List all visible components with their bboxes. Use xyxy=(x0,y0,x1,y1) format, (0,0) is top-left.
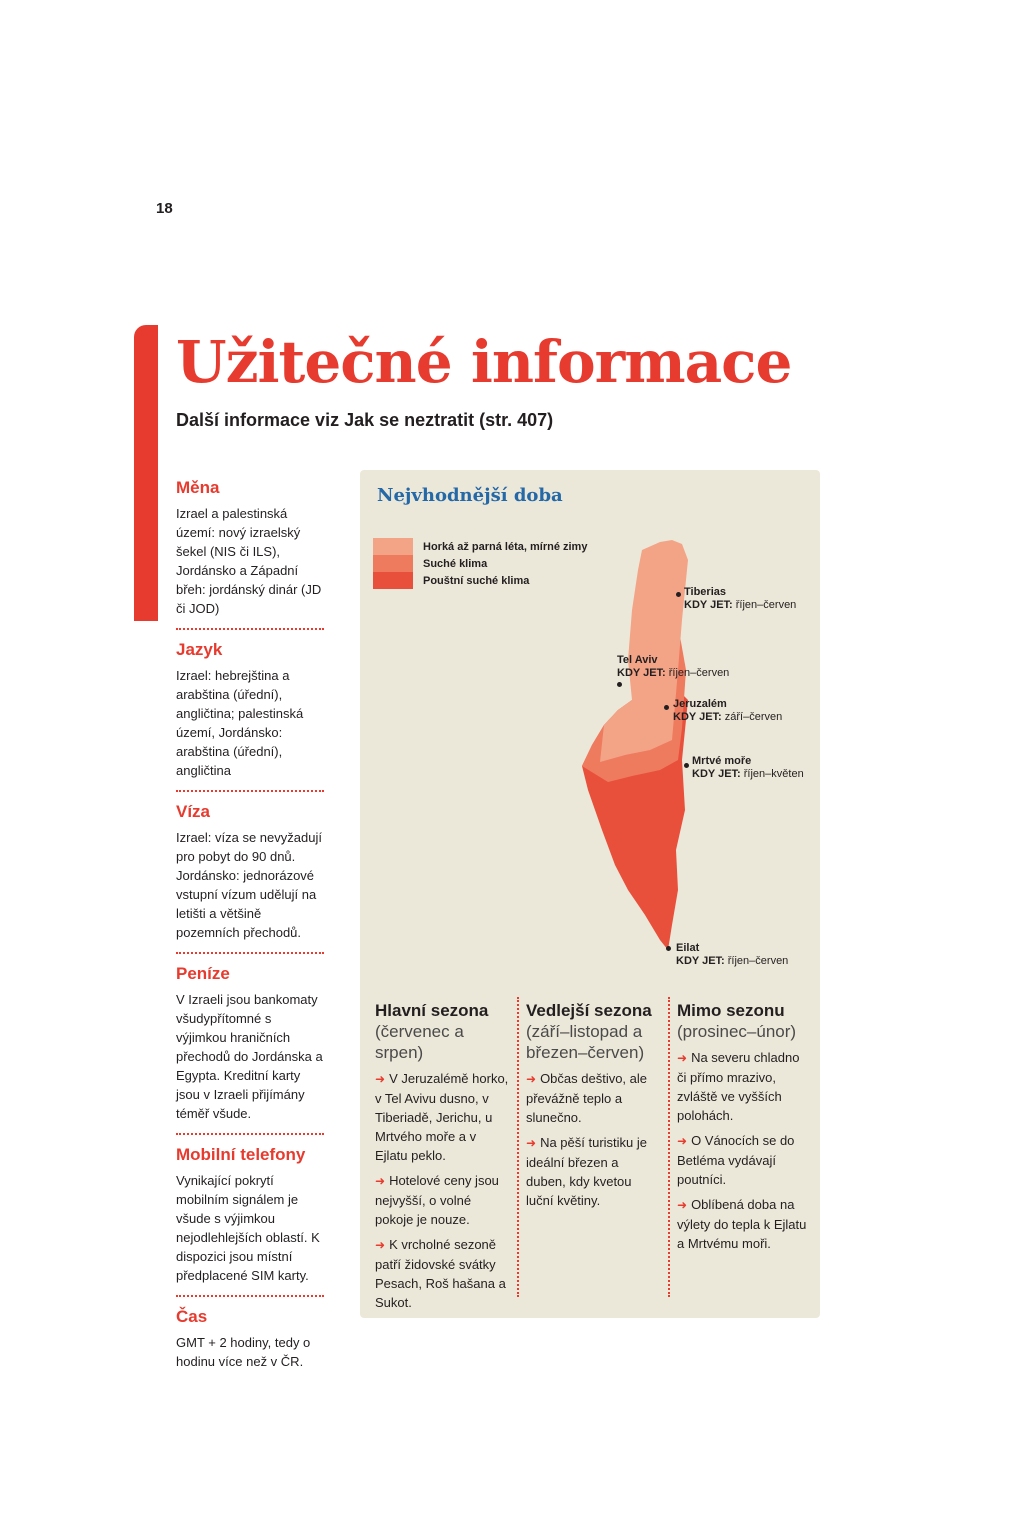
arrow-right-icon: ➜ xyxy=(526,1072,537,1086)
season-period: (červenec a srpen) xyxy=(375,1022,464,1062)
legend-label: Pouštní suché klima xyxy=(423,574,530,587)
legend-item xyxy=(373,572,587,589)
sidebar-heading: Víza xyxy=(176,802,211,821)
panel-title: Nejvhodnější doba xyxy=(377,485,563,506)
city-when-label: KDY JET: xyxy=(684,599,733,611)
season-item: ➜ Občas deštivo, ale převážně teplo a slunečno. xyxy=(526,1071,648,1125)
legend-swatch xyxy=(373,538,413,555)
season-item: ➜ Na pěší turistiku je ideální březen a duben, kdy kvetou luční květiny. xyxy=(526,1135,647,1208)
season-item: ➜ Oblíbená doba na výlety do tepla k Ejlatu a Mrtvému moři. xyxy=(677,1197,807,1251)
sidebar-heading: Mobilní telefony xyxy=(176,1145,306,1164)
city-when-label: KDY JET: xyxy=(692,768,741,780)
season-title: Vedlejší sezona xyxy=(526,1001,652,1020)
city-when: září–červen xyxy=(724,711,783,723)
city-label-eilat xyxy=(676,942,788,968)
sidebar-heading: Peníze xyxy=(176,964,230,983)
city-dot-eilat xyxy=(666,946,671,951)
season-item: ➜ O Vánocích se do Betléma vydávají poutníci. xyxy=(677,1133,795,1187)
city-dot-tel-aviv xyxy=(617,682,622,687)
legend-item xyxy=(373,555,587,572)
season-title: Hlavní sezona xyxy=(375,1001,489,1020)
city-name: Tiberias xyxy=(684,586,726,598)
arrow-right-icon: ➜ xyxy=(375,1174,386,1188)
legend-label: Suché klima xyxy=(423,557,488,570)
map-legend xyxy=(373,538,587,589)
city-label-tel-aviv xyxy=(617,654,729,680)
page-title: Užitečné informace xyxy=(176,328,792,396)
season-item: ➜ V Jeruzalémě horko, v Tel Avivu dusno, v Tiberiadě, Jerichu, u Mrtvého moře a v Ejlatu peklo. xyxy=(375,1071,509,1163)
info-sidebar xyxy=(176,478,324,1391)
city-label-tiberias xyxy=(684,586,796,612)
city-when-label: KDY JET: xyxy=(676,955,725,967)
city-dot-jerusalem xyxy=(664,705,669,710)
page-subtitle: Další informace viz Jak se neztratit (str. 407) xyxy=(176,410,554,430)
sidebar-section-currency xyxy=(176,478,324,630)
legend-item xyxy=(373,538,587,555)
city-label-dead-sea xyxy=(692,755,804,781)
red-tab-marker xyxy=(134,325,158,621)
sidebar-section-visas xyxy=(176,802,324,954)
city-when: říjen–červen xyxy=(668,667,730,679)
sidebar-heading: Měna xyxy=(176,478,220,497)
season-item: ➜ K vrcholné sezoně patří židovské svátky Pesach, Roš hašana a Sukot. xyxy=(375,1237,506,1310)
city-label-jerusalem xyxy=(673,698,782,724)
city-when: říjen–červen xyxy=(735,599,797,611)
sidebar-text: Vynikající pokrytí mobilním signálem je všude s výjimkou nejodlehlejších oblastí. K dispozici jsou místní předplacené SIM karty. xyxy=(176,1173,320,1283)
city-when: říjen–květen xyxy=(743,768,804,780)
sidebar-heading: Čas xyxy=(176,1307,208,1326)
legend-swatch xyxy=(373,572,413,589)
legend-swatch xyxy=(373,555,413,572)
column-divider xyxy=(517,997,519,1297)
page-number: 18 xyxy=(156,200,173,217)
city-name: Tel Aviv xyxy=(617,654,658,666)
arrow-right-icon: ➜ xyxy=(526,1136,537,1150)
season-column-high xyxy=(375,1000,509,1312)
season-heading xyxy=(677,1000,811,1042)
city-name: Eilat xyxy=(676,942,700,954)
season-heading xyxy=(526,1000,660,1063)
best-time-panel xyxy=(360,470,820,1318)
column-divider xyxy=(668,997,670,1297)
season-item: ➜ Hotelové ceny jsou nejvyšší, o volné pokoje je nouze. xyxy=(375,1173,499,1227)
sidebar-text: Izrael a palestinská území: nový izraelský šekel (NIS či ILS), Jordánsko a Západní břeh: jordánský dinár (JD či JOD) xyxy=(176,506,322,616)
legend-label: Horká až parná léta, mírné zimy xyxy=(423,540,588,553)
sidebar-text: Izrael: hebrejština a arabština (úřední), angličtina; palestinská území, Jordánsko: arabština (úřední), angličtina xyxy=(176,668,304,778)
season-column-shoulder xyxy=(526,1000,660,1210)
sidebar-heading: Jazyk xyxy=(176,640,223,659)
city-when-label: KDY JET: xyxy=(617,667,666,679)
city-name: Jeruzalém xyxy=(673,698,727,710)
city-when-label: KDY JET: xyxy=(673,711,722,723)
season-column-low xyxy=(677,1000,811,1253)
arrow-right-icon: ➜ xyxy=(375,1238,386,1252)
arrow-right-icon: ➜ xyxy=(677,1134,688,1148)
city-dot-dead-sea xyxy=(684,763,689,768)
arrow-right-icon: ➜ xyxy=(677,1051,688,1065)
sidebar-text: V Izraeli jsou bankomaty všudypřítomné s výjimkou hraničních přechodů do Jordánska a Egypta. Kreditní karty jsou v Izraeli přijímány téměř všude. xyxy=(176,992,323,1121)
season-item: ➜ Na severu chladno či přímo mrazivo, zvláště ve vyšších polohách. xyxy=(677,1050,800,1123)
sidebar-text: GMT + 2 hodiny, tedy o hodinu více než v ČR. xyxy=(176,1335,311,1369)
sidebar-text: Izrael: víza se nevyžadují pro pobyt do 90 dnů. Jordánsko: jednorázové vstupní vízum udělují na letišti a většině pozemních přechodů. xyxy=(176,830,322,940)
sidebar-section-language xyxy=(176,640,324,792)
season-title: Mimo sezonu xyxy=(677,1001,785,1020)
arrow-right-icon: ➜ xyxy=(677,1198,688,1212)
arrow-right-icon: ➜ xyxy=(375,1072,386,1086)
season-period: (prosinec–únor) xyxy=(677,1022,797,1041)
season-heading xyxy=(375,1000,509,1063)
sidebar-section-mobile xyxy=(176,1145,324,1297)
city-when: říjen–červen xyxy=(727,955,789,967)
city-dot-tiberias xyxy=(676,592,681,597)
sidebar-section-time xyxy=(176,1307,324,1381)
season-period: (září–listopad a březen–červen) xyxy=(526,1022,645,1062)
sidebar-section-money xyxy=(176,964,324,1135)
city-name: Mrtvé moře xyxy=(692,755,752,767)
